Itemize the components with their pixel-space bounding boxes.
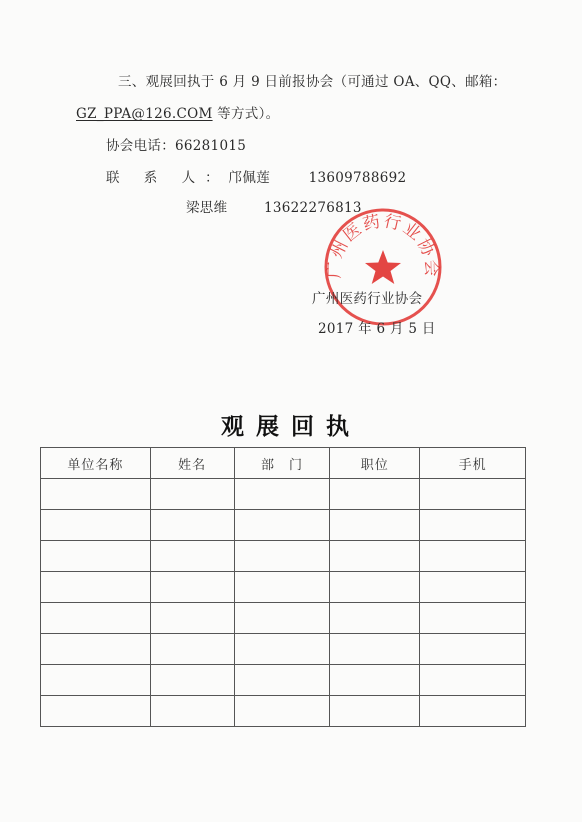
table-cell [330, 665, 420, 696]
table-cell [150, 665, 234, 696]
table-cell [150, 572, 234, 603]
contact-name: 邝佩莲 [228, 170, 270, 186]
table-cell [420, 634, 526, 665]
table-row [41, 634, 526, 665]
table-cell [330, 696, 420, 727]
table-cell [234, 572, 330, 603]
notice-line-2-rest: 等方式）。 [212, 106, 280, 122]
table-cell [41, 541, 151, 572]
seal-text: 广州医药行业协会 [324, 211, 442, 279]
phone-number: 66281015 [175, 138, 247, 154]
table-cell [420, 541, 526, 572]
table-cell [420, 510, 526, 541]
table-row [41, 603, 526, 634]
table-cell [234, 603, 330, 634]
table-cell [234, 541, 330, 572]
table-body [41, 479, 526, 727]
table-cell [41, 696, 151, 727]
header-company: 单位名称 [41, 448, 151, 479]
table-cell [41, 634, 151, 665]
form-title: 观展回执 [221, 413, 361, 440]
contact-name: 梁思维 [186, 200, 228, 216]
table-cell [234, 510, 330, 541]
table-cell [330, 634, 420, 665]
table-row [41, 541, 526, 572]
table-row [41, 479, 526, 510]
signature-org: 广州医药行业协会 [312, 291, 423, 307]
contact-row-1 [106, 166, 406, 186]
table-cell [234, 665, 330, 696]
reply-form-table [40, 447, 526, 727]
contact-phone: 13622276813 [264, 200, 362, 216]
star-icon [365, 250, 401, 284]
table-cell [150, 634, 234, 665]
table-cell [330, 479, 420, 510]
header-position: 职位 [330, 448, 420, 479]
signature-date: 2017 年 6 月 5 日 [318, 321, 436, 337]
table-cell [420, 665, 526, 696]
official-seal [322, 206, 444, 328]
table-cell [330, 541, 420, 572]
contact-label: 联 系 人： [106, 170, 229, 186]
table-cell [234, 634, 330, 665]
table-cell [330, 572, 420, 603]
phone-label: 协会电话： [106, 138, 175, 154]
table-header-row [41, 448, 526, 479]
association-phone [106, 134, 246, 154]
table-cell [234, 696, 330, 727]
table-row [41, 665, 526, 696]
table-cell [150, 479, 234, 510]
table-cell [41, 479, 151, 510]
contact-phone: 13609788692 [308, 170, 407, 186]
table-row [41, 696, 526, 727]
header-department: 部 门 [234, 448, 330, 479]
table-cell [41, 603, 151, 634]
table-cell [330, 603, 420, 634]
table-cell [41, 510, 151, 541]
table-row [41, 572, 526, 603]
table-cell [420, 696, 526, 727]
notice-line-2 [76, 102, 279, 122]
table-cell [150, 510, 234, 541]
notice-line-1: 三、观展回执于 6 月 9 日前报协会（可通过 OA、QQ、邮箱： [118, 74, 507, 90]
table-cell [330, 510, 420, 541]
table-cell [420, 572, 526, 603]
table-cell [41, 665, 151, 696]
header-name: 姓名 [150, 448, 234, 479]
table-cell [234, 479, 330, 510]
email-address: GZ_PPA@126.COM [76, 106, 213, 122]
table-cell [150, 696, 234, 727]
table-cell [41, 572, 151, 603]
table-cell [420, 603, 526, 634]
table-cell [150, 603, 234, 634]
table-cell [150, 541, 234, 572]
table-row [41, 510, 526, 541]
table-cell [420, 479, 526, 510]
header-mobile: 手机 [420, 448, 526, 479]
